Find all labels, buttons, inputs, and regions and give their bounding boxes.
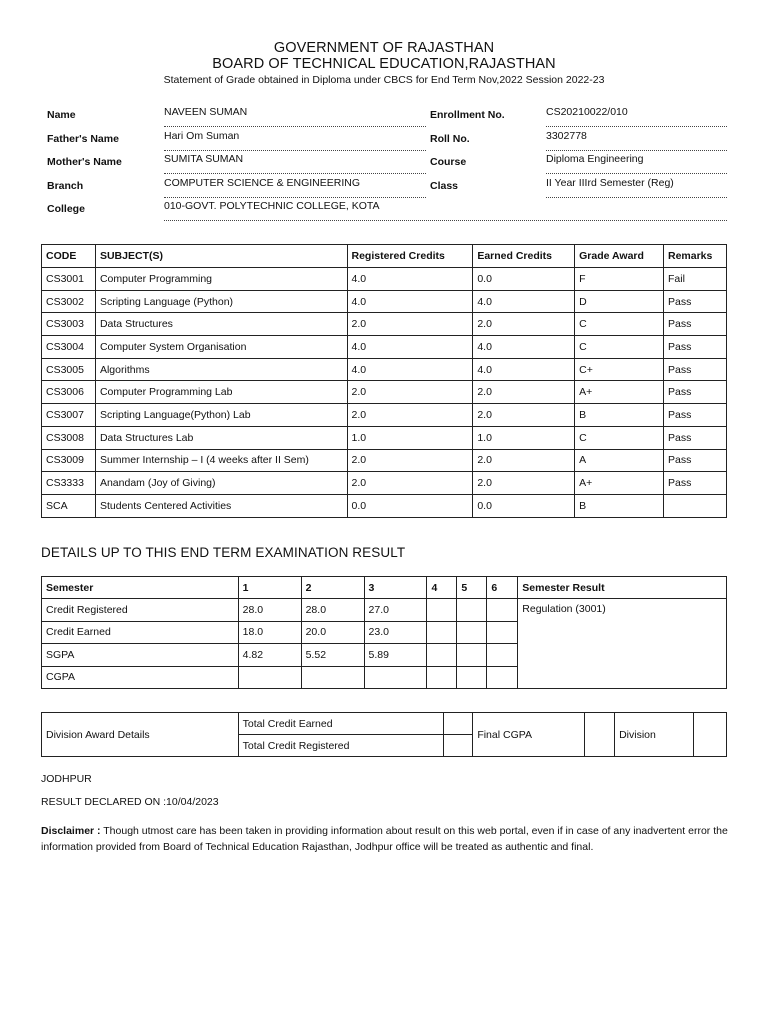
table-cell bbox=[427, 644, 457, 667]
enrollment-value: CS20210022/010 bbox=[546, 105, 727, 127]
disclaimer-text: Though utmost care has been taken in providing information about result on this web portal, even if in case of any inadvertent error the information provided from Board of Technical Education Rajasthan, Jodhpur office will be treated as authentic and final. bbox=[41, 825, 728, 853]
name-label: Name bbox=[47, 109, 76, 121]
division-label: Division bbox=[615, 713, 694, 757]
table-cell: F bbox=[575, 268, 664, 291]
table-cell: Fail bbox=[663, 268, 726, 291]
disclaimer-label: Disclaimer : bbox=[41, 825, 101, 837]
table-row bbox=[42, 713, 727, 735]
table-cell: Pass bbox=[663, 381, 726, 404]
class-value: II Year IIIrd Semester (Reg) bbox=[546, 176, 727, 198]
student-info bbox=[41, 103, 727, 221]
subjects-header-row bbox=[42, 245, 727, 268]
column-header: 2 bbox=[301, 577, 364, 599]
semester-header-row bbox=[42, 577, 727, 599]
info-row bbox=[41, 150, 727, 174]
total-credit-earned-value bbox=[444, 713, 473, 735]
table-cell: 28.0 bbox=[301, 599, 364, 622]
father-value: Hari Om Suman bbox=[164, 129, 426, 151]
table-cell: 20.0 bbox=[301, 621, 364, 644]
table-cell: 5.89 bbox=[364, 644, 427, 667]
table-cell: C bbox=[575, 426, 664, 449]
table-row bbox=[42, 426, 727, 449]
column-header: 1 bbox=[238, 577, 301, 599]
table-cell bbox=[457, 644, 487, 667]
course-value: Diploma Engineering bbox=[546, 152, 727, 174]
details-title: DETAILS UP TO THIS END TERM EXAMINATION RESULT bbox=[41, 545, 406, 560]
header-statement: Statement of Grade obtained in Diploma under CBCS for End Term Nov,2022 Session 2022-23 bbox=[163, 74, 605, 86]
table-cell bbox=[487, 599, 518, 622]
info-row bbox=[41, 174, 727, 198]
column-header: Earned Credits bbox=[473, 245, 575, 268]
enrollment-label: Enrollment No. bbox=[430, 109, 505, 121]
table-cell: Scripting Language (Python) bbox=[95, 290, 347, 313]
table-cell: Pass bbox=[663, 336, 726, 359]
table-cell: Credit Registered bbox=[42, 599, 239, 622]
table-cell: 2.0 bbox=[473, 404, 575, 427]
table-cell: Computer Programming Lab bbox=[95, 381, 347, 404]
table-cell: 2.0 bbox=[347, 381, 473, 404]
table-cell: CS3003 bbox=[42, 313, 96, 336]
table-cell: 4.0 bbox=[347, 336, 473, 359]
total-credit-earned-label: Total Credit Earned bbox=[238, 713, 444, 735]
document-header bbox=[0, 40, 768, 87]
total-credit-registered-value bbox=[444, 735, 473, 757]
table-cell: Computer System Organisation bbox=[95, 336, 347, 359]
table-cell: 27.0 bbox=[364, 599, 427, 622]
table-cell: B bbox=[575, 404, 664, 427]
table-cell: Pass bbox=[663, 472, 726, 495]
table-cell: 4.0 bbox=[473, 358, 575, 381]
semester-summary-table bbox=[41, 576, 727, 689]
table-row bbox=[42, 449, 727, 472]
table-cell: A bbox=[575, 449, 664, 472]
subjects-table bbox=[41, 244, 727, 518]
table-cell: 4.0 bbox=[347, 358, 473, 381]
class-label: Class bbox=[430, 179, 459, 192]
table-cell: 0.0 bbox=[473, 494, 575, 517]
table-cell bbox=[427, 599, 457, 622]
table-cell: CS3333 bbox=[42, 472, 96, 495]
column-header: Remarks bbox=[663, 245, 726, 268]
header-board: BOARD OF TECHNICAL EDUCATION,RAJASTHAN bbox=[212, 56, 556, 72]
table-row bbox=[42, 358, 727, 381]
table-cell: 2.0 bbox=[473, 472, 575, 495]
table-cell: CS3001 bbox=[42, 268, 96, 291]
table-cell: CS3005 bbox=[42, 358, 96, 381]
result-place: JODHPUR bbox=[41, 773, 92, 785]
table-cell: A+ bbox=[575, 472, 664, 495]
semester-result-value: Regulation (3001) bbox=[518, 599, 727, 689]
column-header: 6 bbox=[487, 577, 518, 599]
mother-label: Mother's Name bbox=[47, 156, 122, 168]
branch-label: Branch bbox=[47, 179, 84, 192]
table-cell: B bbox=[575, 494, 664, 517]
info-row bbox=[41, 103, 727, 127]
table-cell: Pass bbox=[663, 426, 726, 449]
column-header: Grade Award bbox=[575, 245, 664, 268]
college-value: 010-GOVT. POLYTECHNIC COLLEGE, KOTA bbox=[164, 199, 727, 221]
table-cell: SCA bbox=[42, 494, 96, 517]
table-cell: CS3006 bbox=[42, 381, 96, 404]
table-cell bbox=[487, 644, 518, 667]
table-row bbox=[42, 313, 727, 336]
table-cell: 4.0 bbox=[347, 290, 473, 313]
table-cell bbox=[457, 666, 487, 689]
table-cell: Pass bbox=[663, 449, 726, 472]
table-cell: Summer Internship – I (4 weeks after II Sem) bbox=[95, 449, 347, 472]
table-cell: Pass bbox=[663, 404, 726, 427]
table-cell: Students Centered Activities bbox=[95, 494, 347, 517]
table-cell: D bbox=[575, 290, 664, 313]
table-cell bbox=[427, 621, 457, 644]
table-cell bbox=[457, 621, 487, 644]
table-cell: Pass bbox=[663, 358, 726, 381]
table-cell bbox=[663, 494, 726, 517]
column-header: SUBJECT(S) bbox=[95, 245, 347, 268]
table-cell: 2.0 bbox=[473, 313, 575, 336]
table-cell bbox=[238, 666, 301, 689]
name-value: NAVEEN SUMAN bbox=[164, 105, 426, 127]
table-cell: C bbox=[575, 313, 664, 336]
table-cell: 2.0 bbox=[473, 381, 575, 404]
table-cell: C bbox=[575, 336, 664, 359]
course-label: Course bbox=[430, 156, 467, 168]
table-cell: Anandam (Joy of Giving) bbox=[95, 472, 347, 495]
table-cell: 5.52 bbox=[301, 644, 364, 667]
table-cell: 1.0 bbox=[473, 426, 575, 449]
column-header: Semester Result bbox=[518, 577, 727, 599]
division-award-table bbox=[41, 712, 727, 757]
table-cell: SGPA bbox=[42, 644, 239, 667]
table-cell bbox=[427, 666, 457, 689]
table-cell: 0.0 bbox=[347, 494, 473, 517]
table-cell bbox=[487, 666, 518, 689]
table-row bbox=[42, 404, 727, 427]
table-cell: Pass bbox=[663, 290, 726, 313]
table-cell: Scripting Language(Python) Lab bbox=[95, 404, 347, 427]
table-cell: 28.0 bbox=[238, 599, 301, 622]
column-header: 4 bbox=[427, 577, 457, 599]
father-label: Father's Name bbox=[47, 132, 119, 145]
table-cell: 4.82 bbox=[238, 644, 301, 667]
college-label: College bbox=[47, 203, 85, 215]
column-header: Semester bbox=[42, 577, 239, 599]
roll-value: 3302778 bbox=[546, 129, 727, 151]
column-header: CODE bbox=[42, 245, 96, 268]
final-cgpa-value bbox=[585, 713, 615, 757]
table-cell: C+ bbox=[575, 358, 664, 381]
table-cell: Pass bbox=[663, 313, 726, 336]
disclaimer bbox=[41, 824, 731, 855]
final-cgpa-label: Final CGPA bbox=[473, 713, 585, 757]
info-row bbox=[41, 197, 727, 221]
table-cell: 18.0 bbox=[238, 621, 301, 644]
table-cell: Data Structures Lab bbox=[95, 426, 347, 449]
table-cell bbox=[487, 621, 518, 644]
table-cell: 0.0 bbox=[473, 268, 575, 291]
table-cell: CGPA bbox=[42, 666, 239, 689]
column-header: 3 bbox=[364, 577, 427, 599]
column-header: Registered Credits bbox=[347, 245, 473, 268]
table-cell: CS3004 bbox=[42, 336, 96, 359]
table-cell: A+ bbox=[575, 381, 664, 404]
table-cell: 4.0 bbox=[347, 268, 473, 291]
division-award-label: Division Award Details bbox=[42, 713, 239, 757]
table-row bbox=[42, 494, 727, 517]
table-cell: 2.0 bbox=[347, 472, 473, 495]
table-cell bbox=[457, 599, 487, 622]
table-cell: Credit Earned bbox=[42, 621, 239, 644]
division-value bbox=[694, 713, 727, 757]
header-government: GOVERNMENT OF RAJASTHAN bbox=[273, 40, 495, 56]
table-cell: 2.0 bbox=[347, 404, 473, 427]
table-cell: Computer Programming bbox=[95, 268, 347, 291]
info-row bbox=[41, 127, 727, 151]
table-cell: 23.0 bbox=[364, 621, 427, 644]
table-cell: CS3007 bbox=[42, 404, 96, 427]
table-cell: 4.0 bbox=[473, 336, 575, 359]
table-cell: Algorithms bbox=[95, 358, 347, 381]
table-row bbox=[42, 268, 727, 291]
table-cell: 2.0 bbox=[347, 449, 473, 472]
table-cell: Data Structures bbox=[95, 313, 347, 336]
table-cell: 1.0 bbox=[347, 426, 473, 449]
table-cell: CS3008 bbox=[42, 426, 96, 449]
result-declared: RESULT DECLARED ON :10/04/2023 bbox=[41, 796, 219, 808]
table-cell bbox=[364, 666, 427, 689]
table-row bbox=[42, 472, 727, 495]
table-cell: CS3002 bbox=[42, 290, 96, 313]
roll-label: Roll No. bbox=[430, 132, 470, 145]
table-row bbox=[42, 599, 727, 622]
total-credit-registered-label: Total Credit Registered bbox=[238, 735, 444, 757]
table-row bbox=[42, 290, 727, 313]
table-cell: CS3009 bbox=[42, 449, 96, 472]
branch-value: COMPUTER SCIENCE & ENGINEERING bbox=[164, 176, 426, 198]
table-cell bbox=[301, 666, 364, 689]
mother-value: SUMITA SUMAN bbox=[164, 152, 426, 174]
table-row bbox=[42, 336, 727, 359]
table-cell: 4.0 bbox=[473, 290, 575, 313]
table-cell: 2.0 bbox=[473, 449, 575, 472]
table-row bbox=[42, 381, 727, 404]
column-header: 5 bbox=[457, 577, 487, 599]
table-cell: 2.0 bbox=[347, 313, 473, 336]
